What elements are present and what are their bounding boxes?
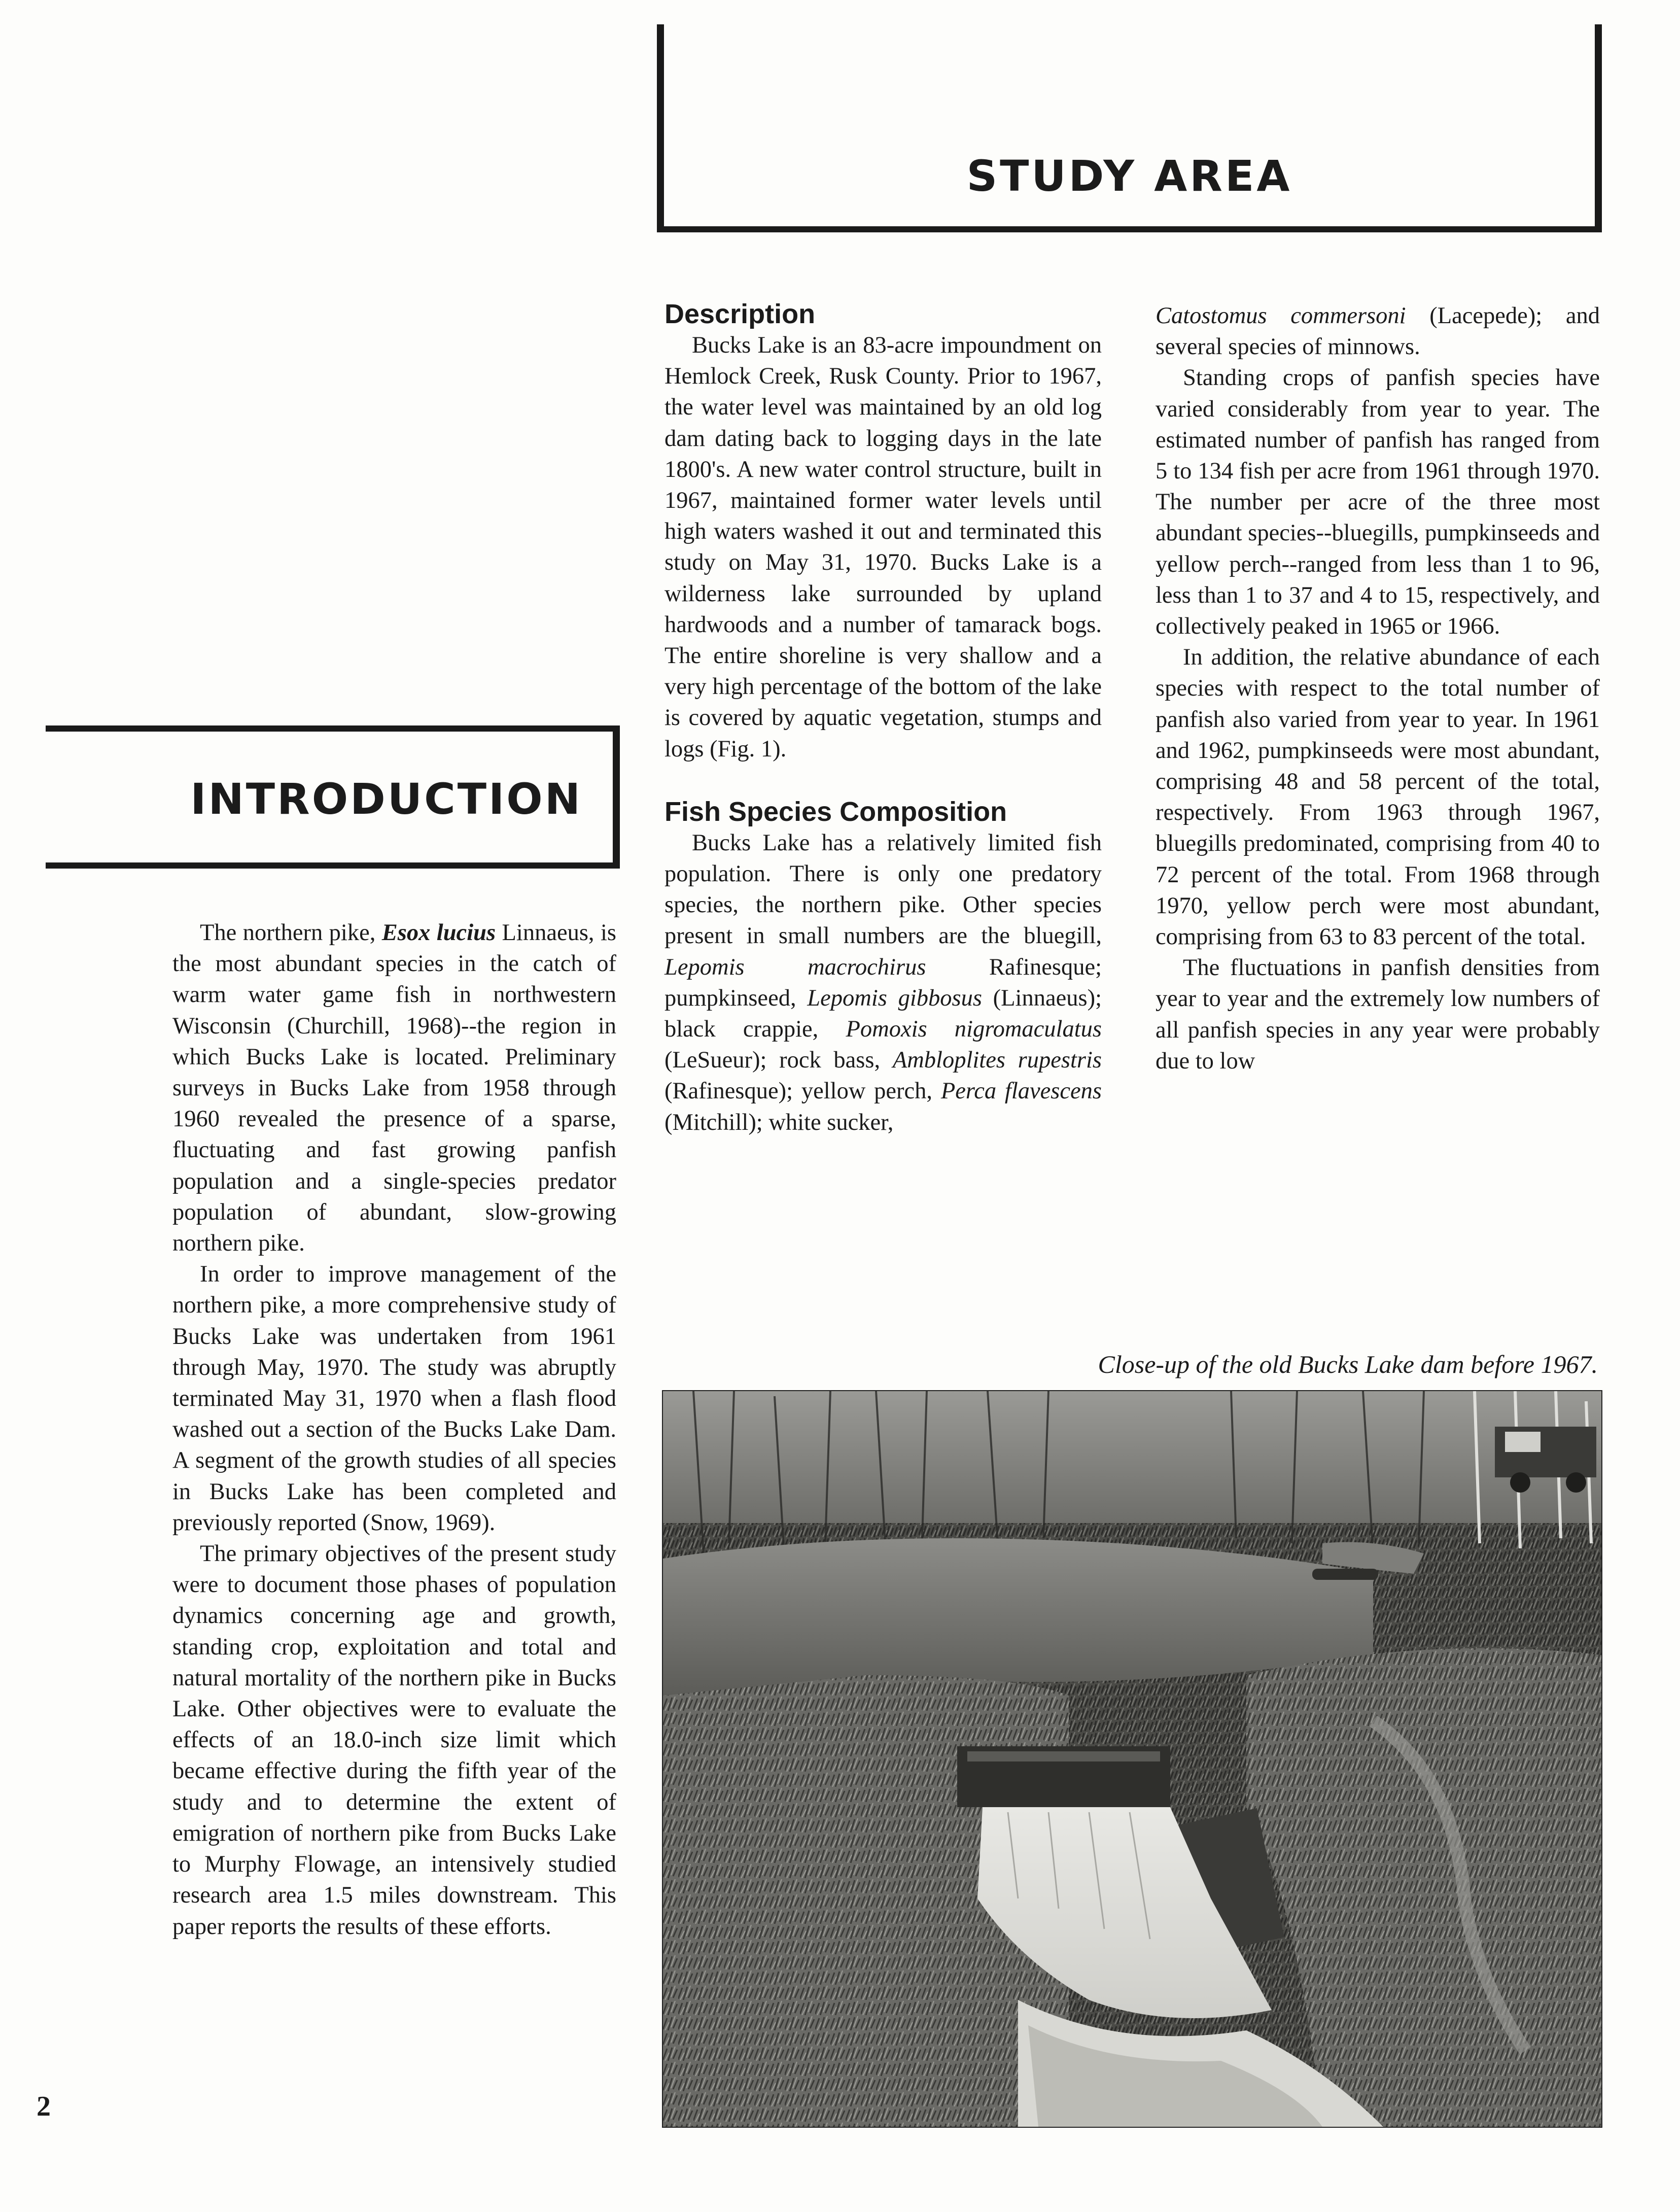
study-area-right-column bbox=[1156, 300, 1600, 1077]
relative-abundance-paragraph: In addition, the relative abundance of each species with respect to the total number of panfish also varied from year to year. In 1961 and 1962, pumpkinseeds were most abundant, comprising 48 and 58 percent of the total, respectively. From 1963 through 1967, bluegills predominated, comprising from 40 to 72 percent of the total. From 1968 through 1970, yellow perch were most abundant, comprising from 63 to 83 percent of the total. bbox=[1156, 644, 1600, 950]
intro-paragraph-3: The primary objectives of the present study were to document those phases of population dynamics concerning age and growth, standing crop, exploitation and total and natural mortality of the northern pike in Bucks Lake. Other objectives were to evaluate the effects of an 18.0-inch size limit which became effective during the fifth year of the study and to determine the extent of emigration of northern pike from Bucks Lake to Murphy Flowage, an intensively studied research area 1.5 miles downstream. This paper reports the results of these efforts. bbox=[172, 1541, 616, 1940]
introduction-heading-box bbox=[46, 725, 620, 869]
study-area-middle-column bbox=[664, 298, 1102, 1138]
page-number: 2 bbox=[37, 2091, 51, 2122]
introduction-column bbox=[172, 917, 616, 1942]
fish-species-heading: Fish Species Composition bbox=[664, 796, 1007, 827]
species-name: Esox lucius bbox=[381, 920, 496, 946]
description-heading: Description bbox=[664, 299, 816, 329]
dam-photo bbox=[662, 1390, 1602, 2128]
introduction-heading: INTRODUCTION bbox=[190, 774, 582, 824]
study-area-heading: STUDY AREA bbox=[966, 151, 1292, 201]
dam-photo-illustration bbox=[663, 1391, 1601, 2127]
fish-species-paragraph: Bucks Lake has a relatively limited fish population. There is only one predatory species, the northern pike. Other species present in small numbers are the bluegill, Lepomis macrochirus Rafinesque; pumpkinseed, Lepomis gibbosus (Linnaeus); black crappie, Pomoxis nigromaculatus (LeSueur); rock bass, Ambloplites rupestris (Rafinesque); yellow perch, Perca flavescens (Mitchill); white sucker, bbox=[664, 830, 1102, 1135]
standing-crops-paragraph: Standing crops of panfish species have varied considerably from year to year. The estimated number of panfish has ranged from 5 to 134 fish per acre from 1961 through 1970. The number per acre of the three most abundant species--bluegills, pumpkinseeds and yellow perch--ranged from less than 1 to 96, less than 1 to 37 and 4 to 15, respectively, and collectively peaked in 1965 or 1966. bbox=[1156, 365, 1600, 640]
intro-paragraph-2: In order to improve management of the northern pike, a more comprehensive study of Bucks Lake was undertaken from 1961 through May, 1970. The study was abruptly terminated May 31, 1970 when a flash flood washed out a section of the Bucks Lake Dam. A segment of the growth studies of all species in Bucks Lake has been completed and previously reported (Snow, 1969). bbox=[172, 1261, 616, 1536]
photo-caption: Close-up of the old Bucks Lake dam before 1967. bbox=[1098, 1350, 1598, 1378]
description-paragraph: Bucks Lake is an 83-acre impoundment on Hemlock Creek, Rusk County. Prior to 1967, the water level was maintained by an old log dam dating back to logging days in the late 1800's. A new water control structure, built in 1967, maintained former water levels until high waters washed it out and terminated this study on May 31, 1970. Bucks Lake is a wilderness lake surrounded by upland hardwoods and a number of tamarack bogs. The entire shoreline is very shallow and a very high percentage of the bottom of the lake is covered by aquatic vegetation, stumps and logs (Fig. 1). bbox=[664, 332, 1102, 762]
fish-species-continued: Catostomus commersoni (Lacepede); and several species of minnows. bbox=[1156, 303, 1600, 360]
study-area-heading-box bbox=[657, 24, 1602, 232]
intro-paragraph-1: The northern pike, Esox lucius Linnaeus, is the most abundant species in the catch of warm water game fish in northwestern Wisconsin (Churchill, 1968)--the region in which Bucks Lake is located. Preliminary surveys in Bucks Lake from 1958 through 1960 revealed the presence of a sparse, fluctuating and fast growing panfish population and a single-species predator population of abundant, slow-growing northern pike. bbox=[172, 920, 616, 1257]
fluctuations-paragraph: The fluctuations in panfish densities from year to year and the extremely low numbers of all panfish species in any year were probably due to low bbox=[1156, 955, 1600, 1074]
